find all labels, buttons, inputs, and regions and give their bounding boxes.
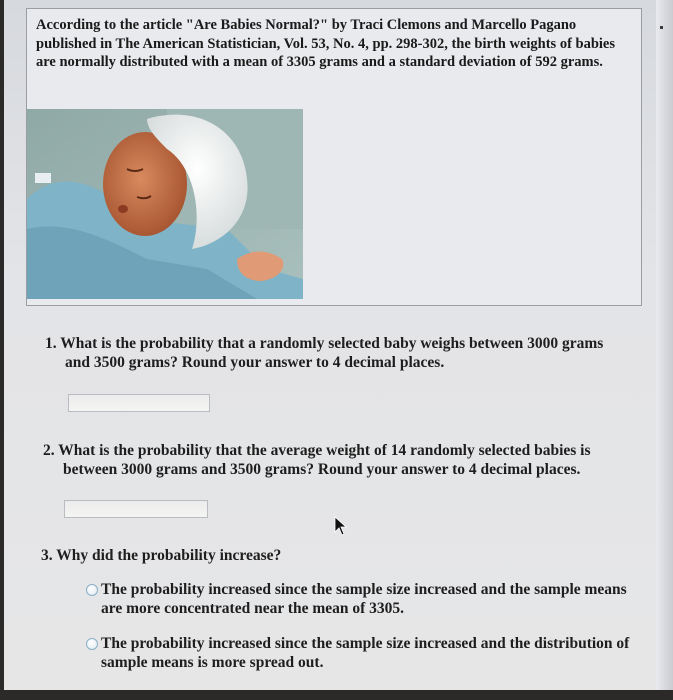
radio-button-icon[interactable] [86,638,98,650]
baby-photo [27,109,303,299]
bottom-edge [0,690,673,700]
question-1-line-1: 1. What is the probability that a randomly selected baby weighs between 3000 grams [45,335,604,352]
question-3-text: 3. Why did the probability increase? [41,547,282,564]
question-2-line-2: between 3000 grams and 3500 grams? Round your answer to 4 decimal places. [63,461,581,478]
option-spread-out[interactable] [86,634,646,672]
question-2-line-1: 2. What is the probability that the average weight of 14 randomly selected babies is [43,442,591,459]
intro-text: According to the article "Are Babies Normal?" by Traci Clemons and Marcello Pagano published in The American Statistician, Vol. 53, No. 4, pp. 298-302, the birth weights of babies are normally distributed with a mean of 3305 grams and a standard deviation of 592 grams. [36,17,616,70]
question-1 [45,334,645,372]
answer-1-input[interactable] [68,394,210,412]
question-screen [4,0,656,700]
mouse-pointer-icon [333,516,347,536]
option-2-label: The probability increased since the sample size increased and the distribution of sample means is more spread out. [101,635,630,671]
option-concentrated[interactable] [86,580,646,618]
radio-button-icon[interactable] [86,584,98,596]
question-3 [41,546,641,565]
edge-marker [660,26,663,29]
question-2 [43,441,643,479]
option-1-label: The probability increased since the sample size increased and the sample means are more concentrated near the mean of 3305. [101,581,627,617]
problem-intro-panel [26,8,642,306]
right-edge [656,0,673,700]
question-1-line-2: and 3500 grams? Round your answer to 4 decimal places. [65,354,445,371]
answer-2-input[interactable] [64,500,208,518]
